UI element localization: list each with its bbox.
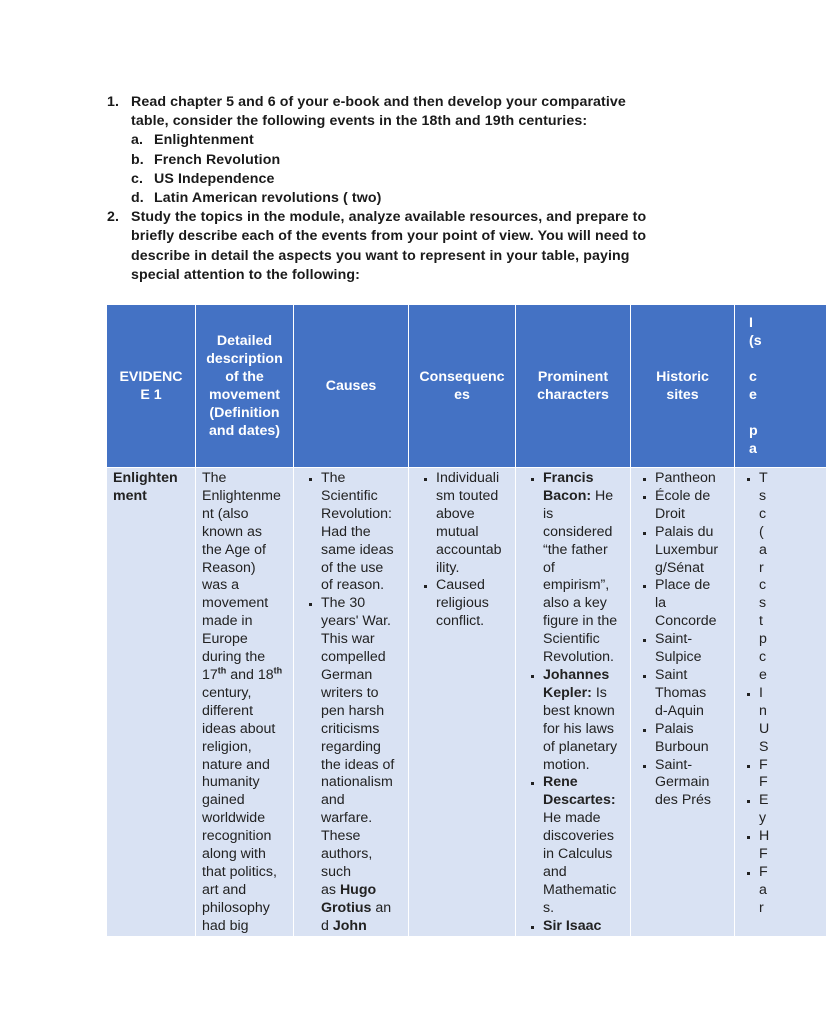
sites-cell (631, 468, 735, 937)
instruction-number: 1. (107, 94, 120, 110)
list-item (543, 918, 626, 936)
header-causes: Causes (294, 305, 409, 468)
instruction-number: 2. (107, 209, 120, 226)
event-letter: b. (131, 151, 144, 168)
list-item (543, 667, 626, 774)
person-name: Hugo Grotius (321, 881, 377, 916)
list-item: ▪ Pantheon (655, 470, 730, 488)
partial-cell (735, 468, 827, 937)
event-text: Latin American revolutions ( two) (154, 190, 382, 207)
list-item: ▪ F a r (759, 864, 822, 918)
event-item (107, 131, 667, 150)
causes-cell (294, 468, 409, 937)
consequences-cell (409, 468, 516, 937)
list-item: ▪ F F (759, 757, 822, 793)
person-name: Johannes Kepler: (543, 666, 610, 701)
header-partial: I (s c e p a (735, 305, 827, 468)
event-letter: c. (131, 170, 144, 187)
cause-text: The 30 years' War. This war compelled German writers to pen harsh criticisms regarding the ideas of nationalism and warfare. These authors, such as (321, 595, 395, 898)
header-characters: Prominent characters (516, 305, 631, 468)
instruction-item-1 (107, 93, 667, 131)
person-name: Francis Bacon: (543, 470, 594, 504)
description-text: The Enlightenme nt (also known as the Age of Reason) was a movement made in Europe during the 17 (202, 470, 281, 683)
list-item: ▪ Palais du Luxembur g/Sénat (655, 524, 730, 578)
list-item: ▪ I n U S (759, 685, 822, 757)
list-item: ▪ Place de la Concorde (655, 577, 730, 631)
list-item (543, 774, 626, 917)
list-item: ▪ École de Droit (655, 488, 730, 524)
list-item: ▪ Caused religious conflict. (436, 577, 511, 631)
event-item (107, 170, 667, 189)
row-label: Enlighten ment (107, 468, 196, 937)
list-item (543, 470, 626, 667)
header-description: Detailed description of the movement (Definition and dates) (196, 305, 294, 468)
list-item: ▪ Saint Thomas d-Aquin (655, 667, 730, 721)
list-item (321, 595, 404, 935)
event-text: US Independence (154, 170, 275, 187)
list-item: ▪ E y (759, 792, 822, 828)
person-description: Is best known for his laws of planetary motion. (543, 684, 618, 773)
header-consequences: Consequenc es (409, 305, 516, 468)
header-sites: Historic sites (631, 305, 735, 468)
list-item: ▪ H F (759, 828, 822, 864)
list-item: ▪ Saint- Germain des Prés (655, 757, 730, 811)
instructions-list (107, 93, 667, 285)
description-text: and 18 (226, 666, 274, 683)
person-name: John (332, 917, 367, 934)
event-letter: d. (131, 190, 144, 207)
person-name: Rene Descartes: (543, 774, 616, 809)
header-evidence: EVIDENC E 1 (107, 305, 196, 468)
event-text: French Revolution (154, 151, 281, 168)
list-item: ▪ The Scientific Revolution: Had the same ideas of the use of reason. (321, 470, 404, 595)
table-row (107, 468, 827, 937)
event-letter: a. (131, 132, 144, 149)
person-description: He is considered “the father of empirism”, also a key figure in the Scientific Revolution. (543, 487, 618, 666)
description-text: century, different ideas about religion, nature and humanity gained worldwide recognition along with that politics, art and philosophy had big (202, 684, 277, 934)
cause-text: an d (321, 899, 392, 934)
person-name: Sir Isaac (543, 917, 602, 934)
instruction-text: Read chapter 5 and 6 of your e-book and then develop your comparative table, consider the following events in the 18th and 19th centuries: (131, 94, 626, 130)
list-item: ▪ Saint- Sulpice (655, 631, 730, 667)
instruction-item-2 (107, 208, 667, 285)
list-item: ▪ Palais Burboun (655, 721, 730, 757)
event-item (107, 189, 667, 208)
instruction-text: Study the topics in the module, analyze available resources, and prepare to briefly describe each of the events from your point of view. You will need to describe in detail the aspects you want to represent in your table, paying special attention to the following: (131, 209, 647, 283)
ordinal-suffix: th (217, 665, 227, 676)
characters-cell (516, 468, 631, 937)
comparative-table (106, 304, 827, 937)
ordinal-suffix: th (273, 665, 283, 676)
event-item (107, 151, 667, 170)
description-cell (196, 468, 294, 937)
list-item: ▪ T s c ( a r c s t p c e (759, 470, 822, 685)
list-item: ▪ Individuali sm touted above mutual accountab ility. (436, 470, 511, 577)
person-description: He made discoveries in Calculus and Mathematic s. (543, 810, 617, 916)
table-header-row (107, 305, 827, 468)
event-text: Enlightenment (154, 132, 254, 149)
